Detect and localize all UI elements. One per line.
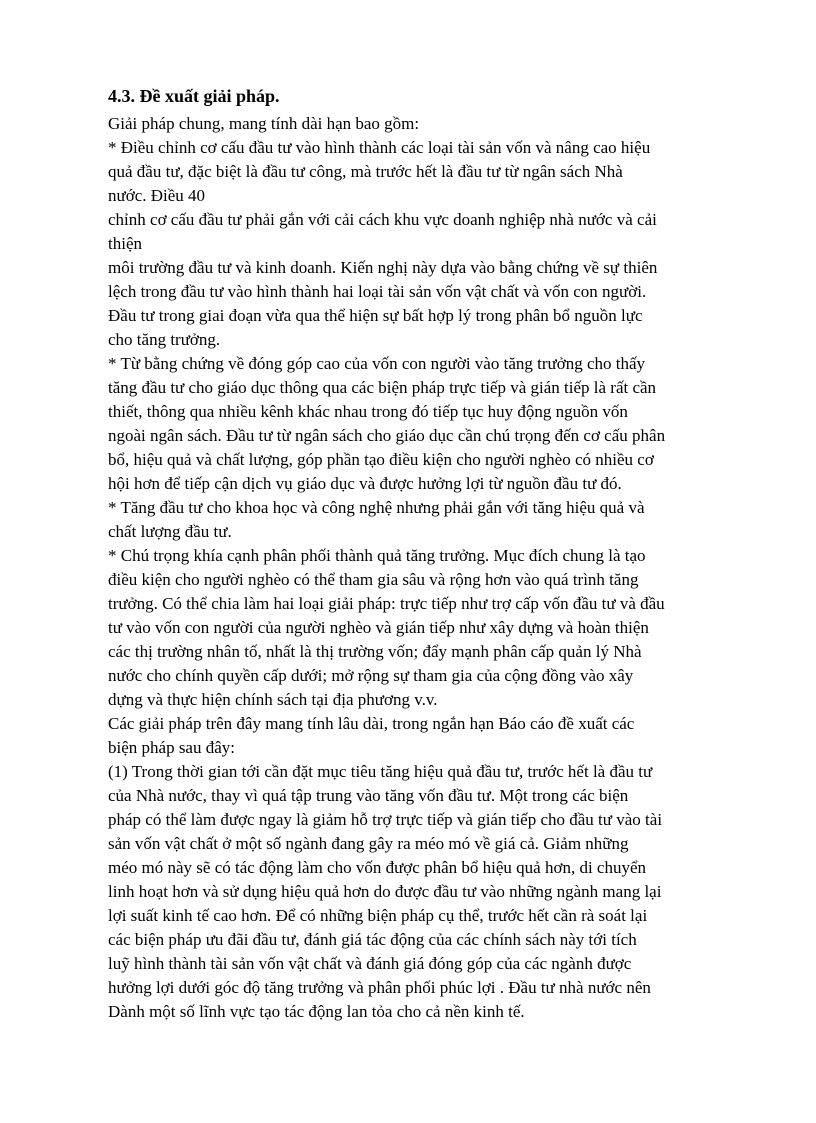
- text-line: dựng và thực hiện chính sách tại địa phương v.v.: [108, 690, 438, 709]
- text-line: Các giải pháp trên đây mang tính lâu dài, trong ngắn hạn Báo cáo đề xuất các: [108, 714, 635, 733]
- text-line: tư vào vốn con người của người nghèo và gián tiếp như xây dựng và hoàn thiện: [108, 618, 649, 637]
- text-line: chỉnh cơ cấu đầu tư phải gắn với cải cách khu vực doanh nghiệp nhà nước và cải: [108, 210, 657, 229]
- document-body: [108, 84, 718, 1024]
- text-line: biện pháp sau đây:: [108, 738, 235, 757]
- text-line: môi trường đầu tư và kinh doanh. Kiến nghị này dựa vào bằng chứng về sự thiên: [108, 258, 658, 277]
- text-line: * Điều chỉnh cơ cấu đầu tư vào hình thành các loại tài sản vốn và nâng cao hiệu: [108, 138, 651, 157]
- text-line: Đầu tư trong giai đoạn vừa qua thể hiện sự bất hợp lý trong phân bổ nguồn lực: [108, 306, 643, 325]
- text-line: thiện: [108, 234, 142, 253]
- text-line: ngoài ngân sách. Đầu tư từ ngân sách cho giáo dục cần chú trọng đến cơ cấu phân: [108, 426, 666, 445]
- text-line: lệch trong đầu tư vào hình thành hai loại tài sản vốn vật chất và vốn con người.: [108, 282, 647, 301]
- text-line: tăng đầu tư cho giáo dục thông qua các biện pháp trực tiếp và gián tiếp là rất cần: [108, 378, 657, 397]
- text-line: hưởng lợi dưới góc độ tăng trưởng và phân phối phúc lợi . Đầu tư nhà nước nên: [108, 978, 651, 997]
- text-line: nước. Điều 40: [108, 186, 206, 205]
- text-line: của Nhà nước, thay vì quá tập trung vào tăng vốn đầu tư. Một trong các biện: [108, 786, 629, 805]
- section-heading: 4.3. Đề xuất giải pháp.: [108, 86, 280, 106]
- text-line: cho tăng trưởng.: [108, 330, 221, 349]
- text-line: thiết, thông qua nhiều kênh khác nhau trong đó tiếp tục huy động nguồn vốn: [108, 402, 628, 421]
- text-line: trưởng. Có thể chia làm hai loại giải pháp: trực tiếp như trợ cấp vốn đầu tư và đầu: [108, 594, 665, 613]
- text-line: (1) Trong thời gian tới cần đặt mục tiêu tăng hiệu quả đầu tư, trước hết là đầu tư: [108, 762, 653, 781]
- text-line: nước cho chính quyền cấp dưới; mở rộng sự tham gia của cộng đồng vào xây: [108, 666, 634, 685]
- text-line: sản vốn vật chất ở một số ngành đang gây ra méo mó về giá cả. Giảm những: [108, 834, 629, 853]
- text-line: các thị trường nhân tố, nhất là thị trường vốn; đẩy mạnh phân cấp quản lý Nhà: [108, 642, 642, 661]
- text-line: quả đầu tư, đặc biệt là đầu tư công, mà trước hết là đầu tư từ ngân sách Nhà: [108, 162, 623, 181]
- text-line: * Chú trọng khía cạnh phân phối thành quả tăng trưởng. Mục đích chung là tạo: [108, 546, 646, 565]
- text-line: các biện pháp ưu đãi đầu tư, đánh giá tác động của các chính sách này tới tích: [108, 930, 637, 949]
- text-line: linh hoạt hơn và sử dụng hiệu quả hơn do được đầu tư vào những ngành mang lại: [108, 882, 662, 901]
- text-line: * Từ bằng chứng về đóng góp cao của vốn con người vào tăng trưởng cho thấy: [108, 354, 646, 373]
- text-line: méo mó này sẽ có tác động làm cho vốn được phân bổ hiệu quả hơn, di chuyển: [108, 858, 647, 877]
- text-line: bổ, hiệu quả và chất lượng, góp phần tạo điều kiện cho người nghèo có nhiều cơ: [108, 450, 654, 469]
- text-line: chất lượng đầu tư.: [108, 522, 232, 541]
- text-line: Giải pháp chung, mang tính dài hạn bao gồm:: [108, 114, 420, 133]
- text-line: Dành một số lĩnh vực tạo tác động lan tỏa cho cả nền kinh tế.: [108, 1002, 525, 1021]
- text-line: luỹ hình thành tài sản vốn vật chất và đánh giá đóng góp của các ngành được: [108, 954, 632, 973]
- text-line: lợi suất kinh tế cao hơn. Để có những biện pháp cụ thể, trước hết cần rà soát lại: [108, 906, 648, 925]
- text-line: hội hơn để tiếp cận dịch vụ giáo dục và được hưởng lợi từ nguồn đầu tư đó.: [108, 474, 622, 493]
- text-line: * Tăng đầu tư cho khoa học và công nghệ nhưng phải gắn với tăng hiệu quả và: [108, 498, 645, 517]
- text-line: điều kiện cho người nghèo có thể tham gia sâu và rộng hơn vào quá trình tăng: [108, 570, 639, 589]
- text-line: pháp có thể làm được ngay là giảm hỗ trợ trực tiếp và gián tiếp cho đầu tư vào tài: [108, 810, 663, 829]
